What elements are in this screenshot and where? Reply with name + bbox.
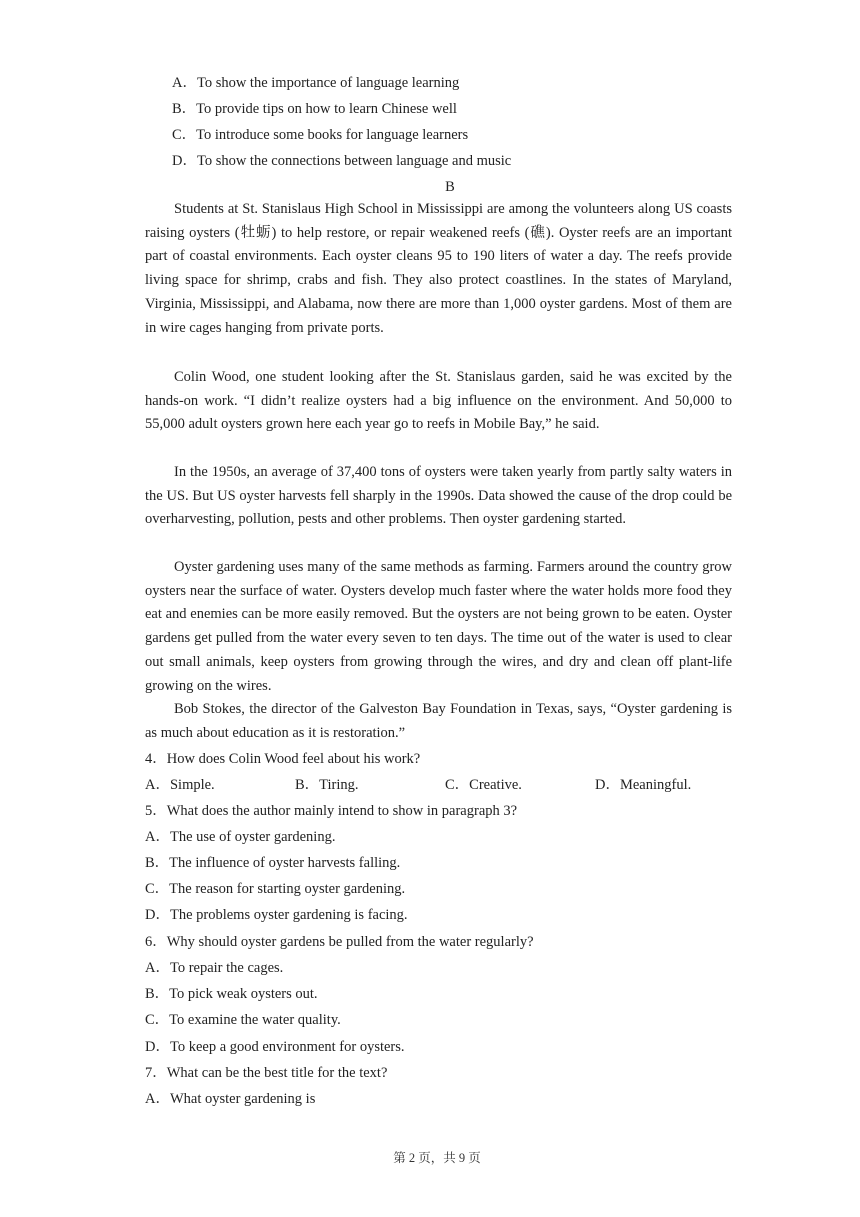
question-5-stem: 5．What does the author mainly intend to show in paragraph 3? xyxy=(145,803,518,819)
question-4-option-d: D．Meaningful. xyxy=(595,777,692,793)
question-7-stem: 7．What can be the best title for the text? xyxy=(145,1065,388,1081)
question-5-option-b: B．The influence of oyster harvests falling. xyxy=(145,855,401,871)
prev-option-a: A．To show the importance of language learning xyxy=(172,75,460,91)
prev-option-b: B．To provide tips on how to learn Chinese well xyxy=(172,101,457,117)
question-4-stem: 4．How does Colin Wood feel about his work? xyxy=(145,751,421,767)
page-footer: 第 2 页，共 9 页 xyxy=(393,1151,481,1165)
question-6-option-a: A．To repair the cages. xyxy=(145,960,284,976)
question-5-option-c: C．The reason for starting oyster gardening. xyxy=(145,881,406,897)
question-5-option-d: D．The problems oyster gardening is facing. xyxy=(145,907,408,923)
question-4-option-b: B．Tiring. xyxy=(295,777,359,793)
prev-option-c: C．To introduce some books for language learners xyxy=(172,127,469,143)
prev-option-d: D．To show the connections between language and music xyxy=(172,153,512,169)
question-6-option-d: D．To keep a good environment for oysters. xyxy=(145,1039,405,1055)
passage-paragraph-5: Bob Stokes, the director of the Galveston Bay Foundation in Texas, says, “Oyster gardening is as much about education as it is restoration.” xyxy=(145,701,732,741)
question-6-stem: 6．Why should oyster gardens be pulled from the water regularly? xyxy=(145,934,534,950)
passage-paragraph-3: In the 1950s, an average of 37,400 tons of oysters were taken yearly from partly salty waters in the US. But US oyster harvests fell sharply in the 1990s. Data showed the cause of the drop could be overharvesting, pollution, pests and other problems. Then oyster gardening started. xyxy=(145,464,732,528)
question-4-option-c: C．Creative. xyxy=(445,777,522,793)
question-6-option-b: B．To pick weak oysters out. xyxy=(145,986,318,1002)
passage-paragraph-4: Oyster gardening uses many of the same methods as farming. Farmers around the country grow oysters near the surface of water. Oysters develop much faster where the water holds more food they eat and enemies can be more easily removed. But the oysters are not being grown to be eaten. Oyster gardens get pulled from the water every seven to ten days. The time out of the water is used to clear out small animals, keep oysters from growing through the wires, and dry and clean off plant-life growing on the wires. xyxy=(145,559,732,694)
question-7-option-a: A．What oyster gardening is xyxy=(145,1091,316,1107)
question-4-option-a: A．Simple. xyxy=(145,777,215,793)
question-5-option-a: A．The use of oyster gardening. xyxy=(145,829,336,845)
passage-paragraph-1: Students at St. Stanislaus High School in Mississippi are among the volunteers along US coasts raising oysters (牡蛎) to help restore, or repair weakened reefs (礁). Oyster reefs are an important part of coastal environments. Each oyster cleans 95 to 190 liters of water a day. The reefs provide living space for shrimp, crabs and fish. They also protect coastlines. In the states of Maryland, Virginia, Mississippi, and Alabama, now there are more than 1,000 oyster gardens. Most of them are in wire cages hanging from private ports. xyxy=(145,201,732,336)
question-6-option-c: C．To examine the water quality. xyxy=(145,1012,341,1028)
passage-paragraph-2: Colin Wood, one student looking after the St. Stanislaus garden, said he was excited by the hands-on work. “I didn’t realize oysters had a big influence on the environment. And 50,000 to 55,000 adult oysters grown here each year go to reefs in Mobile Bay,” he said. xyxy=(145,369,732,433)
section-label: B xyxy=(445,179,455,195)
